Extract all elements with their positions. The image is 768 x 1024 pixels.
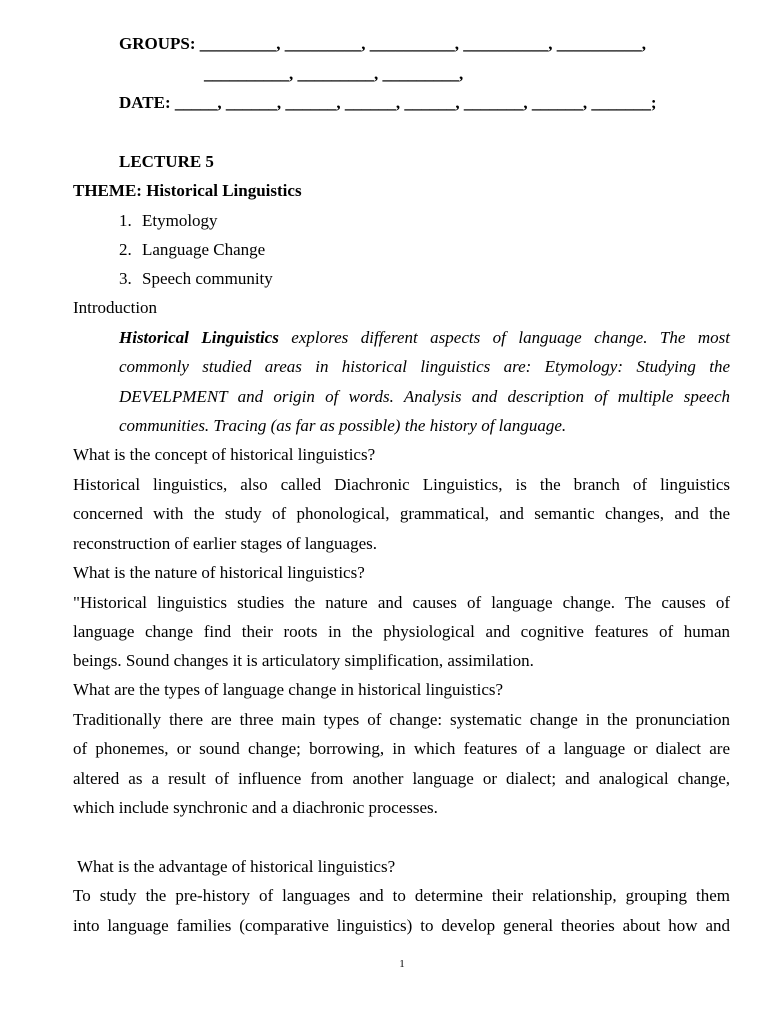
topic-label: Etymology (142, 211, 218, 230)
question-heading: What is the advantage of historical linguistics? (73, 857, 396, 876)
date-blanks: _____, ______, ______, ______, ______, _______, ______, _______; (174, 93, 657, 112)
intro-text: explores different aspects of language change. The most (291, 328, 730, 347)
paragraph-line: altered as a result of influence from another language or dialect; and analogical change, (73, 769, 730, 788)
intro-paragraph-line: commonly studied areas in historical linguistics are: Etymology: Studying the (119, 357, 730, 376)
paragraph-line: concerned with the study of phonological, grammatical, and semantic changes, and the (73, 504, 730, 523)
paragraph-line: "Historical linguistics studies the nature and causes of language change. The causes of (73, 593, 730, 612)
intro-paragraph-line: communities. Tracing (as far as possible) the history of language. (119, 416, 567, 435)
list-number: 1. (119, 211, 132, 230)
paragraph-line: into language families (comparative linguistics) to develop general theories about how and (73, 916, 730, 935)
paragraph-line: reconstruction of earlier stages of languages. (73, 534, 377, 553)
list-number: 2. (119, 240, 132, 259)
topic-label: Speech community (142, 269, 273, 288)
paragraph-line: beings. Sound changes it is articulatory simplification, assimilation. (73, 651, 534, 670)
date-line (119, 93, 657, 113)
paragraph-line: language change find their roots in the physiological and cognitive features of human (73, 622, 730, 641)
question-heading: What is the nature of historical linguistics? (73, 563, 365, 582)
page-number: 1 (399, 958, 405, 970)
theme-heading: THEME: Historical Linguistics (73, 181, 302, 200)
intro-paragraph-line: DEVELPMENT and origin of words. Analysis and description of multiple speech (119, 387, 730, 406)
paragraph-line: of phonemes, or sound change; borrowing, in which features of a language or dialect are (73, 739, 730, 758)
topic-list-item (119, 211, 218, 231)
question-heading: What is the concept of historical linguistics? (73, 445, 376, 464)
groups-blanks-continued: __________, _________, _________, (204, 64, 464, 83)
intro-paragraph-line (119, 328, 730, 348)
groups-label: GROUPS: (119, 34, 196, 53)
groups-blanks: _________, _________, __________, __________, __________, (199, 34, 646, 53)
paragraph-line: which include synchronic and a diachronic processes. (73, 798, 438, 817)
date-label: DATE: (119, 93, 171, 112)
lecture-title: LECTURE 5 (119, 152, 214, 171)
topic-list-item (119, 240, 265, 260)
topic-list-item (119, 269, 273, 289)
intro-bold-term: Historical Linguistics (119, 328, 279, 347)
question-heading: What are the types of language change in historical linguistics? (73, 680, 504, 699)
introduction-heading: Introduction (73, 298, 158, 317)
paragraph-line: To study the pre-history of languages and to determine their relationship, grouping them (73, 886, 730, 905)
topic-label: Language Change (142, 240, 266, 259)
paragraph-line: Historical linguistics, also called Diachronic Linguistics, is the branch of linguistics (73, 475, 730, 494)
groups-line (119, 34, 646, 54)
list-number: 3. (119, 269, 132, 288)
paragraph-line: Traditionally there are three main types of change: systematic change in the pronunciation (73, 710, 730, 729)
